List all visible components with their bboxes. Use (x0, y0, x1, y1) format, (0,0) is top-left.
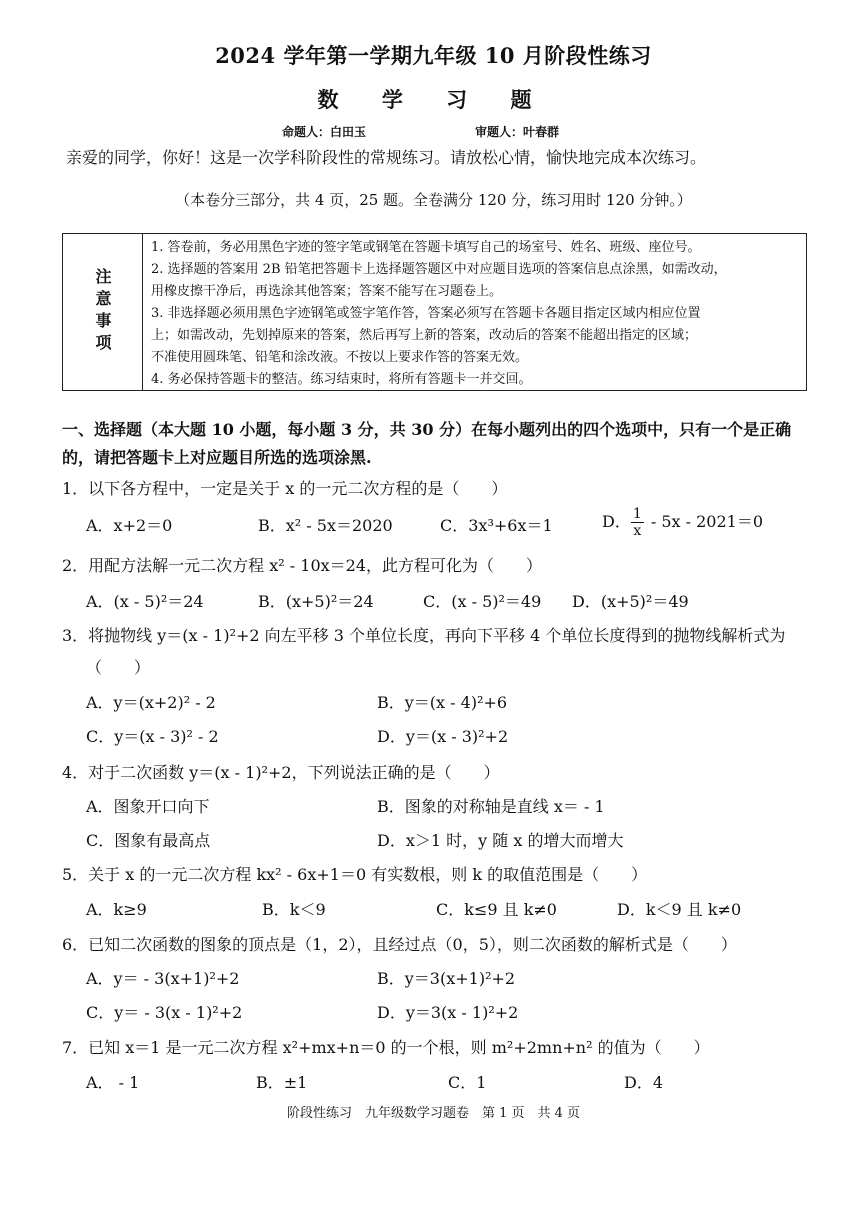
notice-heading-cell (63, 234, 143, 390)
option-a: A．y＝ - 3(x+1)²+2 (86, 969, 240, 988)
question-stem: 5．关于 x 的一元二次方程 kx² - 6x+1＝0 有实数根，则 k 的取值范围是（ ） (62, 865, 648, 884)
section-heading: 一、选择题（本大题 10 小题，每小题 3 分，共 30 分）在每小题列出的四个选项中，只有一个是正确的，请把答题卡上对应题目所选的选项涂黑. (62, 420, 792, 467)
option-d-rest: - 5x - 2021＝0 (645, 512, 764, 531)
page-footer: 阶段性练习 九年级数学习题卷 第 1 页 共 4 页 (286, 1106, 581, 1121)
option-d: D．k＜9 且 k≠0 (617, 900, 742, 919)
option-d: D．x＞1 时，y 随 x 的增大而增大 (377, 831, 624, 850)
option-a: A．y＝(x+2)² - 2 (86, 693, 216, 712)
option-d: D．4 (624, 1073, 664, 1092)
option-b: B．图象的对称轴是直线 x＝ - 1 (377, 797, 605, 816)
option-b: B．(x+5)²＝24 (258, 592, 374, 611)
notice-heading: 注意事项 (93, 268, 112, 356)
notice-box (62, 233, 807, 391)
option-b: B．x² - 5x＝2020 (258, 516, 393, 535)
option-c: C．(x - 5)²＝49 (423, 592, 542, 611)
notice-line: 不准使用圆珠笔、铅笔和涂改液。不按以上要求作答的答案无效。 (151, 350, 529, 365)
question-stem: 1．以下各方程中，一定是关于 x 的一元二次方程的是（ ） (62, 479, 508, 498)
option-b: B．y＝3(x+1)²+2 (377, 969, 516, 988)
question-stem: 3．将抛物线 y＝(x - 1)²+2 向左平移 3 个单位长度，再向下平移 4 个单位长度得到的抛物线解析式为 (62, 626, 786, 645)
author-label: 命题人：白田玉 (282, 125, 367, 139)
option-b: B．±1 (256, 1073, 308, 1092)
notice-line: 2. 选择题的答案用 2B 铅笔把答题卡上选择题答题区中对应题目选项的答案信息点涂黑，如需改动， (151, 262, 727, 277)
question-stem: 2．用配方法解一元二次方程 x² - 10x＝24，此方程可化为（ ） (62, 556, 543, 575)
option-a: A．图象开口向下 (86, 797, 210, 816)
option-b: B．y＝(x - 4)²+6 (377, 693, 508, 712)
option-a: A．x+2＝0 (86, 516, 173, 535)
notice-line: 4. 务必保持答题卡的整洁。练习结束时，将所有答题卡一并交回。 (151, 372, 532, 387)
option-a: A．(x - 5)²＝24 (86, 592, 204, 611)
option-c: C．y＝(x - 3)² - 2 (86, 727, 219, 746)
option-c: C．3x³+6x＝1 (440, 516, 553, 535)
greeting-text: 亲爱的同学，你好！这是一次学科阶段性的常规练习。请放松心情，愉快地完成本次练习。 (66, 148, 707, 167)
exam-title: 2024 学年第一学期九年级 10 月阶段性练习 (215, 43, 652, 68)
reviewer-label: 审题人：叶春群 (475, 125, 560, 139)
option-a: A． - 1 (86, 1073, 140, 1092)
option-c: C．图象有最高点 (86, 831, 211, 850)
question-stem: 4．对于二次函数 y＝(x - 1)²+2，下列说法正确的是（ ） (62, 763, 500, 782)
option-d: D．y＝3(x - 1)²+2 (377, 1003, 519, 1022)
fraction-numerator: 1 (632, 506, 642, 522)
option-c: C．y＝ - 3(x - 1)²+2 (86, 1003, 243, 1022)
option-d: D．y＝(x - 3)²+2 (377, 727, 509, 746)
option-c: C．k≤9 且 k≠0 (436, 900, 557, 919)
option-d (602, 506, 763, 539)
question-stem: 7．已知 x＝1 是一元二次方程 x²+mx+n＝0 的一个根，则 m²+2mn+n² 的值为（ ） (62, 1038, 710, 1057)
notice-line: 3. 非选择题必须用黑色字迹钢笔或签字笔作答，答案必须写在答题卡各题目指定区域内相应位置 (151, 306, 701, 321)
fraction (631, 506, 644, 539)
option-b: B．k＜9 (262, 900, 326, 919)
option-a: A．k≥9 (86, 900, 147, 919)
notice-body (151, 237, 803, 391)
notice-line: 1. 答卷前，务必用黑色字迹的签字笔或钢笔在答题卡填写自己的场室号、姓名、班级、座位号。 (151, 240, 701, 255)
exam-subtitle: 数 学 习 题 (317, 87, 550, 112)
question-stem: 6．已知二次函数的图象的顶点是（1，2），且经过点（0，5），则二次函数的解析式是（ ） (62, 935, 737, 954)
exam-scope: （本卷分三部分，共 4 页，25 题。全卷满分 120 分，练习用时 120 分钟。） (175, 191, 692, 209)
notice-line: 用橡皮擦干净后，再选涂其他答案；答案不能写在习题卷上。 (151, 284, 503, 299)
option-d: D．(x+5)²＝49 (572, 592, 689, 611)
notice-line: 上；如需改动，先划掉原来的答案，然后再写上新的答案，改动后的答案不能超出指定的区域； (151, 328, 698, 343)
question-stem-cont: （ ） (86, 658, 151, 677)
fraction-denominator: x (633, 523, 642, 539)
option-d-prefix: D． (602, 512, 631, 531)
option-c: C．1 (448, 1073, 487, 1092)
